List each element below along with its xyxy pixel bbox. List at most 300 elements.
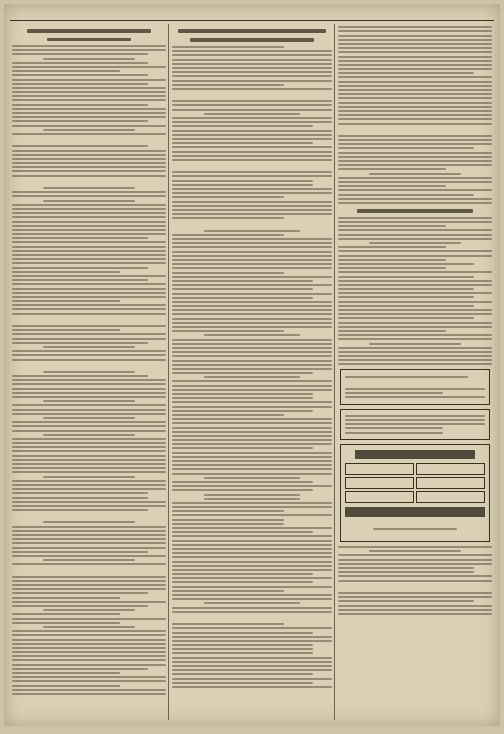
text-line — [172, 326, 332, 328]
text-line — [12, 221, 166, 223]
text-line — [12, 509, 148, 511]
text-line — [172, 615, 332, 621]
text-line — [12, 95, 166, 97]
text-line — [172, 607, 332, 609]
text-line — [172, 418, 332, 420]
text-line — [172, 159, 332, 161]
text-line — [172, 54, 332, 56]
text-line — [172, 88, 332, 90]
text-line — [12, 300, 120, 302]
text-line — [172, 368, 332, 370]
text-line — [172, 142, 313, 144]
text-line — [338, 43, 492, 45]
text-line — [12, 551, 148, 553]
text-line — [12, 62, 148, 64]
text-line — [338, 613, 492, 615]
text-line — [345, 532, 485, 538]
text-line — [12, 622, 120, 624]
text-line — [12, 212, 166, 214]
text-line — [172, 246, 332, 248]
text-line — [12, 643, 166, 645]
text-line — [12, 555, 166, 557]
text-line — [338, 89, 492, 91]
text-line — [172, 452, 332, 454]
text-line — [12, 208, 166, 210]
text-line — [338, 221, 492, 223]
text-line — [12, 392, 166, 394]
text-line — [12, 304, 166, 306]
text-line — [172, 205, 332, 207]
text-line — [338, 168, 446, 170]
text-line — [172, 678, 332, 680]
text-line — [338, 347, 492, 349]
text-line — [338, 609, 492, 611]
text-line — [172, 648, 313, 650]
text-line — [172, 640, 332, 642]
section-heading — [27, 29, 150, 33]
text-line — [338, 575, 492, 577]
text-line — [172, 339, 332, 341]
text-line — [43, 58, 135, 60]
column-left — [12, 24, 166, 720]
text-line — [172, 63, 332, 65]
text-line — [338, 85, 492, 87]
text-line — [12, 267, 148, 269]
text-line — [172, 196, 284, 198]
text-line — [12, 597, 120, 599]
text-line — [172, 556, 332, 558]
text-line — [338, 288, 474, 290]
text-line — [172, 652, 313, 654]
text-line — [172, 80, 332, 82]
text-line — [12, 421, 166, 423]
text-line — [172, 669, 332, 671]
text-line — [338, 152, 492, 154]
text-line — [172, 355, 332, 357]
text-line — [345, 423, 485, 425]
text-line — [172, 276, 332, 278]
text-line — [12, 676, 166, 678]
text-line — [172, 468, 332, 470]
text-line — [369, 173, 461, 175]
text-line — [172, 510, 284, 512]
text-line — [43, 476, 135, 478]
text-line — [12, 342, 148, 344]
text-line — [172, 109, 332, 111]
text-line — [172, 673, 313, 675]
text-line — [338, 280, 492, 282]
text-line — [172, 548, 332, 550]
text-line — [204, 602, 300, 604]
text-line — [172, 255, 332, 257]
text-line — [338, 330, 446, 332]
notice-box — [340, 409, 490, 440]
advertisement-cell — [416, 463, 485, 475]
text-line — [12, 459, 166, 461]
text-line — [12, 158, 166, 160]
text-line — [12, 363, 166, 369]
text-line — [172, 531, 313, 533]
text-line — [12, 659, 166, 661]
text-line — [338, 102, 492, 104]
text-line — [172, 50, 332, 52]
text-line — [338, 326, 492, 328]
text-line — [338, 363, 492, 365]
advertisement — [340, 444, 490, 542]
text-line — [172, 489, 313, 491]
advertisement-title — [355, 450, 475, 459]
text-line — [12, 271, 120, 273]
text-line — [43, 400, 135, 402]
text-line — [172, 75, 332, 77]
text-line — [338, 334, 492, 336]
text-line — [12, 45, 166, 47]
text-line — [12, 588, 166, 590]
text-line — [12, 338, 166, 340]
text-line — [12, 576, 166, 578]
text-line — [172, 297, 313, 299]
text-line — [12, 191, 166, 193]
text-line — [172, 217, 284, 219]
text-line — [12, 333, 166, 335]
text-line — [204, 477, 300, 479]
text-line — [12, 216, 166, 218]
text-line — [338, 600, 474, 602]
text-line — [338, 322, 492, 324]
text-line — [12, 179, 166, 185]
text-line — [338, 359, 492, 361]
text-line — [12, 484, 166, 486]
text-line — [12, 375, 148, 377]
text-line — [338, 147, 474, 149]
text-line — [12, 584, 166, 586]
text-line — [338, 76, 492, 78]
text-line — [338, 135, 492, 137]
text-line — [12, 680, 166, 682]
text-line — [172, 590, 284, 592]
text-line — [12, 325, 166, 327]
text-line — [172, 577, 332, 579]
text-line — [172, 481, 313, 483]
text-line — [12, 99, 166, 101]
text-line — [172, 171, 332, 173]
text-line — [172, 272, 284, 274]
text-line — [12, 288, 166, 290]
text-line — [338, 296, 474, 298]
text-line — [338, 177, 492, 179]
text-line — [12, 112, 166, 114]
text-line — [12, 250, 166, 252]
text-line — [172, 288, 313, 290]
text-line — [172, 397, 313, 399]
text-line — [338, 60, 492, 62]
text-line — [338, 259, 446, 261]
text-line — [172, 657, 332, 659]
text-line — [172, 180, 313, 182]
text-line — [345, 520, 485, 526]
text-line — [338, 309, 492, 311]
text-line — [338, 47, 492, 49]
text-line — [172, 414, 284, 416]
text-line — [338, 596, 492, 598]
text-line — [172, 447, 313, 449]
text-line — [12, 605, 148, 607]
text-line — [172, 644, 313, 646]
text-line — [172, 380, 332, 382]
text-line — [338, 72, 474, 74]
text-line — [338, 554, 492, 556]
text-line — [12, 166, 166, 168]
text-line — [12, 592, 148, 594]
text-line — [12, 175, 166, 177]
section-heading — [178, 29, 325, 33]
text-line — [172, 201, 332, 203]
text-line — [338, 194, 474, 196]
text-line — [172, 313, 332, 315]
text-line — [172, 431, 332, 433]
text-line — [172, 267, 332, 269]
text-line — [12, 396, 166, 398]
text-line — [172, 100, 332, 102]
text-line — [12, 530, 166, 532]
text-line — [12, 467, 166, 469]
text-line — [12, 258, 166, 260]
text-line — [12, 359, 166, 361]
text-line — [12, 108, 166, 110]
text-line — [172, 259, 332, 261]
text-line — [172, 263, 332, 265]
text-line — [172, 401, 332, 403]
text-line — [12, 279, 148, 281]
text-line — [12, 254, 166, 256]
text-line — [369, 343, 461, 345]
text-line — [12, 145, 148, 147]
text-line — [172, 665, 332, 667]
advertisement-logo — [345, 507, 485, 517]
advertisement-cell — [416, 477, 485, 489]
text-line — [172, 192, 332, 194]
text-line — [12, 116, 166, 118]
text-line — [172, 473, 332, 475]
text-line — [338, 118, 492, 120]
text-line — [12, 125, 166, 127]
text-line — [172, 222, 332, 228]
text-line — [338, 351, 492, 353]
text-line — [338, 123, 492, 125]
text-line — [338, 229, 492, 231]
text-line — [172, 151, 332, 153]
text-line — [172, 460, 332, 462]
text-line — [204, 334, 300, 336]
text-line — [345, 396, 485, 398]
text-line — [172, 360, 332, 362]
text-line — [172, 330, 284, 332]
text-line — [172, 443, 332, 445]
text-line — [12, 492, 148, 494]
text-line — [369, 242, 461, 244]
text-line — [43, 609, 135, 611]
text-line — [338, 567, 474, 569]
text-line — [338, 301, 492, 303]
text-line — [172, 485, 332, 487]
text-line — [172, 565, 332, 567]
text-line — [12, 463, 166, 465]
text-line — [338, 217, 492, 219]
page-header — [10, 8, 494, 21]
text-line — [43, 187, 135, 189]
text-line — [12, 534, 166, 536]
text-line — [12, 317, 166, 323]
section-heading — [190, 38, 315, 42]
text-line — [12, 647, 166, 649]
text-line — [338, 189, 492, 191]
text-line — [338, 271, 492, 273]
text-line — [338, 267, 446, 269]
text-line — [204, 498, 300, 500]
text-line — [338, 181, 492, 183]
text-line — [12, 471, 166, 473]
text-line — [338, 110, 492, 112]
text-line — [172, 552, 332, 554]
text-line — [338, 106, 492, 108]
text-line — [12, 413, 166, 415]
column-right — [338, 24, 492, 720]
text-line — [12, 388, 166, 390]
text-line — [338, 338, 492, 340]
text-line — [172, 535, 332, 537]
text-line — [345, 415, 485, 417]
text-line — [338, 198, 492, 200]
text-line — [172, 104, 332, 106]
text-line — [172, 293, 332, 295]
text-line — [338, 26, 492, 28]
text-line — [338, 355, 492, 357]
text-line — [12, 580, 166, 582]
text-line — [172, 347, 332, 349]
text-line — [204, 230, 300, 232]
text-line — [12, 104, 148, 106]
text-line — [12, 563, 166, 565]
text-line — [43, 559, 135, 561]
advertisement-cell — [345, 463, 414, 475]
text-line — [172, 686, 332, 688]
text-line — [12, 450, 166, 452]
text-line — [172, 422, 332, 424]
text-line — [12, 70, 120, 72]
text-line — [12, 526, 166, 528]
text-line — [12, 74, 148, 76]
text-line — [12, 329, 120, 331]
notice-box — [340, 369, 490, 404]
section-heading — [357, 209, 473, 213]
text-line — [338, 97, 492, 99]
text-line — [172, 435, 332, 437]
text-line — [338, 563, 492, 565]
text-line — [43, 434, 135, 436]
text-line — [172, 155, 332, 157]
text-line — [12, 513, 166, 519]
text-line — [338, 202, 492, 204]
text-line — [172, 117, 332, 119]
text-line — [12, 308, 166, 310]
text-line — [12, 618, 166, 620]
text-line — [172, 188, 332, 190]
text-line — [172, 527, 332, 529]
text-line — [12, 568, 166, 574]
text-line — [172, 67, 332, 69]
text-line — [12, 630, 166, 632]
text-line — [172, 586, 332, 588]
advertisement-cell — [345, 477, 414, 489]
text-line — [12, 354, 166, 356]
text-line — [12, 613, 120, 615]
text-line — [12, 480, 166, 482]
text-line — [369, 550, 461, 552]
text-line — [338, 225, 446, 227]
text-line — [12, 241, 166, 243]
text-line — [12, 91, 166, 93]
text-line — [172, 343, 332, 345]
text-line — [338, 559, 492, 561]
text-line — [172, 389, 332, 391]
text-line — [43, 200, 135, 202]
advertisement-grid — [345, 463, 485, 503]
text-line — [172, 163, 332, 169]
text-line — [12, 668, 148, 670]
text-line — [12, 383, 166, 385]
text-line — [172, 242, 332, 244]
text-line — [12, 195, 166, 197]
text-line — [345, 376, 468, 378]
text-line — [12, 246, 166, 248]
text-line — [12, 229, 166, 231]
text-line — [12, 672, 120, 674]
text-line — [172, 502, 332, 504]
text-line — [172, 284, 332, 286]
text-line — [12, 497, 148, 499]
text-line — [12, 292, 166, 294]
text-line — [338, 571, 474, 573]
text-line — [338, 68, 492, 70]
text-line — [172, 573, 313, 575]
text-line — [172, 611, 332, 613]
text-line — [12, 409, 166, 411]
text-line — [172, 305, 332, 307]
text-line — [172, 523, 284, 525]
text-line — [338, 39, 492, 41]
text-line — [338, 81, 492, 83]
text-line — [12, 446, 166, 448]
text-line — [172, 594, 332, 596]
text-line — [172, 46, 284, 48]
text-line — [12, 237, 148, 239]
text-line — [172, 125, 313, 127]
text-line — [172, 238, 332, 240]
column-rule — [334, 24, 335, 720]
text-line — [172, 146, 332, 148]
text-line — [12, 350, 166, 352]
text-line — [12, 538, 166, 540]
text-line — [338, 284, 492, 286]
text-line — [172, 581, 313, 583]
text-line — [172, 406, 332, 408]
text-line — [338, 114, 492, 116]
text-line — [12, 693, 166, 695]
text-line — [172, 540, 332, 542]
text-line — [172, 627, 332, 629]
text-line — [204, 113, 300, 115]
text-line — [172, 632, 313, 634]
